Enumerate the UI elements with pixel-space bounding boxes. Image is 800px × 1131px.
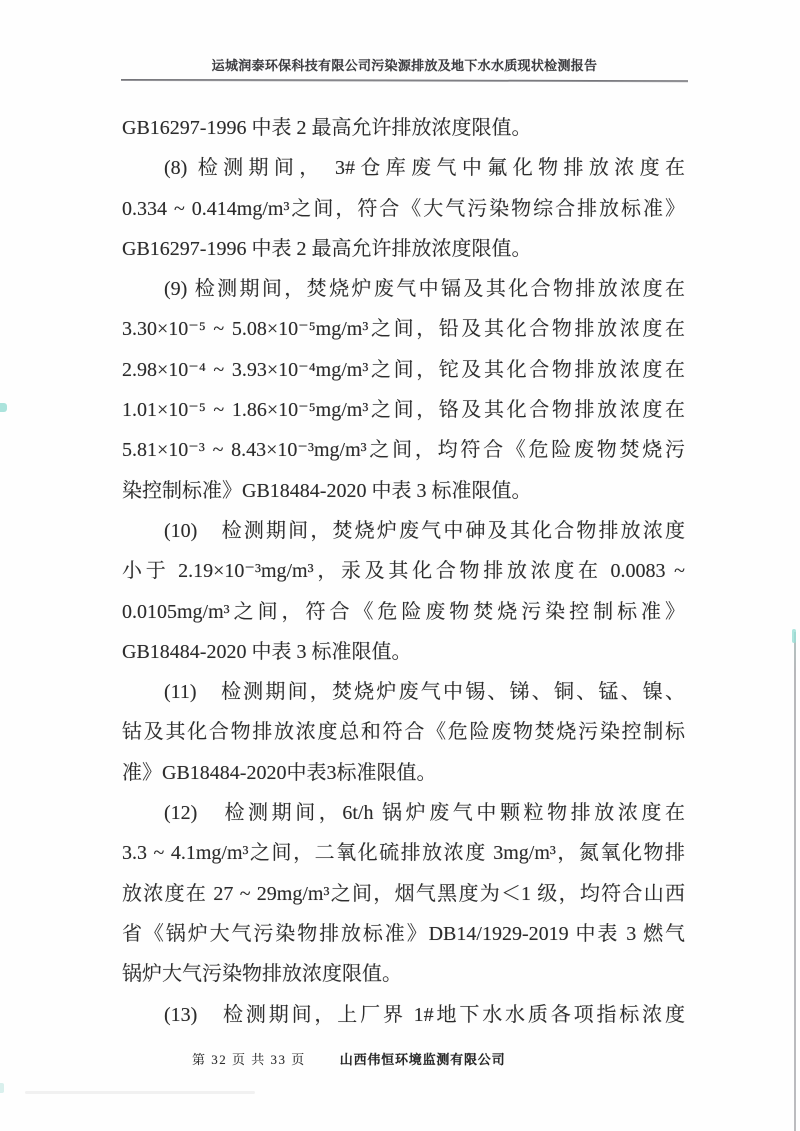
page-header-title: 运城润泰环保科技有限公司污染源排放及地下水水质现状检测报告	[211, 58, 598, 73]
text-line: (11) 检测期间，焚烧炉废气中锡、锑、铜、锰、镍、	[164, 681, 685, 704]
text-line: 小于 2.19×10⁻³mg/m³，汞及其化合物排放浓度在 0.0083 ~	[122, 560, 685, 583]
text-line: (9) 检测期间，焚烧炉废气中镉及其化合物排放浓度在	[164, 278, 685, 301]
paragraph	[122, 995, 685, 1035]
text-line: 放浓度在 27 ~ 29mg/m³之间，烟气黑度为＜1 级，均符合山西	[122, 882, 685, 905]
footer-page-number: 第 32 页 共 33 页	[192, 1052, 306, 1067]
text-line: 0.334 ~ 0.414mg/m³之间，符合《大气污染物综合排放标准》	[122, 197, 685, 220]
text-line: 钴及其化合物排放浓度总和符合《危险废物焚烧污染控制标	[122, 721, 685, 744]
paragraph	[122, 511, 685, 672]
text-line: (8) 检测期间， 3#仓库废气中氟化物排放浓度在	[164, 157, 685, 180]
footer-company-name: 山西伟恒环境监测有限公司	[339, 1052, 506, 1067]
text-line: 3.3 ~ 4.1mg/m³之间，二氧化硫排放浓度 3mg/m³，氮氧化物排	[122, 842, 685, 865]
scan-edge-line-right	[794, 632, 796, 1131]
paragraph	[122, 793, 685, 994]
text-line: 准》GB18484-2020中表3标准限值。	[122, 761, 437, 784]
text-line: (10) 检测期间，焚烧炉废气中砷及其化合物排放浓度	[164, 519, 685, 542]
text-line: 省《锅炉大气污染物排放标准》DB14/1929-2019 中表 3 燃气	[122, 922, 685, 945]
text-line: (12) 检测期间，6t/h 锅炉废气中颗粒物排放浓度在	[164, 802, 685, 825]
scan-speck-right	[792, 629, 796, 643]
text-line: 染控制标准》GB18484-2020 中表 3 标准限值。	[122, 479, 532, 502]
text-line: GB16297-1996 中表 2 最高允许排放浓度限值。	[122, 117, 532, 139]
header-rule-line	[121, 79, 688, 82]
text-line: 2.98×10⁻⁴ ~ 3.93×10⁻⁴mg/m³之间，铊及其化合物排放浓度在	[122, 358, 685, 381]
text-line: GB16297-1996 中表 2 最高允许排放浓度限值。	[122, 237, 532, 260]
paragraph	[122, 672, 685, 793]
scan-smudge-bottom	[25, 1091, 255, 1094]
paragraph	[122, 269, 685, 511]
text-line: 0.0105mg/m³之间，符合《危险废物焚烧污染控制标准》	[122, 600, 685, 623]
paragraph	[122, 108, 685, 148]
text-line: GB18484-2020 中表 3 标准限值。	[122, 640, 412, 663]
text-line: 3.30×10⁻⁵ ~ 5.08×10⁻⁵mg/m³之间，铅及其化合物排放浓度在	[122, 318, 685, 341]
paragraph	[122, 148, 685, 269]
page-footer	[192, 1049, 505, 1068]
text-line: 5.81×10⁻³ ~ 8.43×10⁻³mg/m³之间，均符合《危险废物焚烧污	[122, 439, 685, 462]
text-line: 1.01×10⁻⁵ ~ 1.86×10⁻⁵mg/m³之间，铬及其化合物排放浓度在	[122, 399, 685, 422]
document-body	[122, 108, 685, 1035]
text-line: 锅炉大气污染物排放浓度限值。	[122, 963, 402, 986]
text-line: (13) 检测期间，上厂界 1#地下水水质各项指标浓度	[164, 1003, 685, 1026]
scan-speck-left-bottom	[0, 1083, 4, 1093]
scan-speck-left	[0, 403, 7, 412]
